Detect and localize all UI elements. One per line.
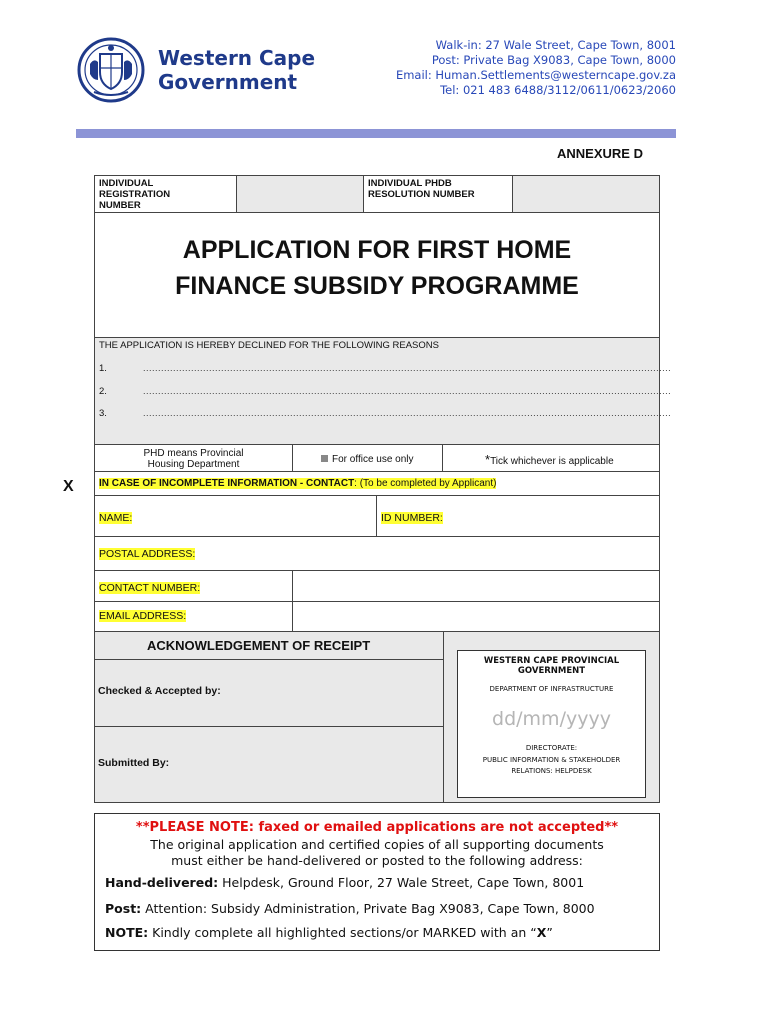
contact-walkin: Walk-in: 27 Wale Street, Cape Town, 8001 xyxy=(435,38,676,52)
tick-instruction-cell xyxy=(442,444,660,472)
org-name-line1: Western Cape xyxy=(158,46,316,70)
reason-3-number: 3. xyxy=(99,408,107,419)
stamp-directorate-line2: RELATIONS: HELPDESK xyxy=(511,767,592,775)
note-line xyxy=(105,925,553,940)
email-address-label: EMAIL ADDRESS: xyxy=(99,610,187,622)
note-end: ” xyxy=(546,925,553,940)
email-address-label-cell xyxy=(94,601,293,632)
reason-1-number: 1. xyxy=(99,363,107,374)
acknowledgement-title: ACKNOWLEDGEMENT OF RECEIPT xyxy=(147,638,371,653)
submission-intro-line1: The original application and certified copies of all supporting documents xyxy=(150,837,604,852)
tick-instruction: Tick whichever is applicable xyxy=(490,456,614,467)
office-use-label: For office use only xyxy=(332,454,414,465)
name-field[interactable] xyxy=(94,495,377,537)
postal-address-field[interactable] xyxy=(94,536,660,571)
id-number-field[interactable] xyxy=(376,495,660,537)
stamp-department: DEPARTMENT OF INFRASTRUCTURE xyxy=(489,685,614,693)
note-x: X xyxy=(536,925,547,940)
hand-delivered-label: Hand-delivered: xyxy=(105,875,219,890)
contact-number-label: CONTACT NUMBER: xyxy=(99,582,201,594)
contact-number-field[interactable] xyxy=(292,570,660,602)
reason-2-number: 2. xyxy=(99,386,107,397)
contact-number-label-cell xyxy=(94,570,293,602)
declined-heading: THE APPLICATION IS HEREBY DECLINED FOR THE FOLLOWING REASONS xyxy=(99,340,439,351)
organization-name xyxy=(158,46,315,94)
submission-intro xyxy=(95,837,659,869)
phd-definition-line2: Housing Department xyxy=(147,459,240,470)
annexure-label: ANNEXURE D xyxy=(557,146,643,161)
incomplete-info-label xyxy=(99,478,496,489)
incomplete-info-bold: IN CASE OF INCOMPLETE INFORMATION - CONTACT xyxy=(99,478,355,489)
postal-address-label: POSTAL ADDRESS: xyxy=(99,548,196,560)
contact-post: Post: Private Bag X9083, Cape Town, 8000 xyxy=(431,53,676,67)
tick-asterisk: * xyxy=(485,452,491,467)
phdb-number-field[interactable] xyxy=(512,175,660,213)
checked-accepted-row[interactable] xyxy=(95,659,443,727)
title-box xyxy=(94,212,660,338)
registration-number-label-cell xyxy=(94,175,237,213)
contact-tel: Tel: 021 483 6488/3112/0611/0623/2060 xyxy=(440,83,676,97)
name-label: NAME: xyxy=(99,512,133,524)
phdb-number-label-cell xyxy=(363,175,513,213)
contact-email: Email: Human.Settlements@westerncape.gov.za xyxy=(395,68,676,82)
note-text: Kindly complete all highlighted sections/or MARKED with an “ xyxy=(148,925,537,940)
note-label: NOTE: xyxy=(105,925,149,940)
header-divider xyxy=(76,129,676,138)
form-title-line2: FINANCE SUBSIDY PROGRAMME xyxy=(175,272,579,300)
checked-accepted-label: Checked & Accepted by: xyxy=(98,685,221,697)
acknowledgement-panel xyxy=(94,631,444,803)
post-label: Post: xyxy=(105,901,142,916)
post-line xyxy=(105,901,595,916)
registration-number-field[interactable] xyxy=(236,175,364,213)
incomplete-info-row xyxy=(94,471,660,496)
org-name-line2: Government xyxy=(158,70,298,94)
reason-3-line[interactable]: ................................................................................................................................................................................ xyxy=(143,408,672,418)
reason-1-line[interactable]: ................................................................................................................................................................................ xyxy=(143,363,672,373)
submitted-by-label: Submitted By: xyxy=(98,757,170,769)
stamp-directorate: DIRECTORATE: xyxy=(525,744,578,752)
email-address-field[interactable] xyxy=(292,601,660,632)
submission-note-box xyxy=(94,813,660,951)
warning-text: **PLEASE NOTE: faxed or emailed applications are not accepted** xyxy=(135,820,619,835)
stamp-line2: GOVERNMENT xyxy=(517,666,586,676)
id-number-label: ID NUMBER: xyxy=(381,512,443,524)
reason-2-line[interactable]: ................................................................................................................................................................................ xyxy=(143,386,672,396)
x-mark: X xyxy=(63,478,74,495)
post-address: Attention: Subsidy Administration, Private Bag X9083, Cape Town, 8000 xyxy=(141,901,595,916)
stamp-line1: WESTERN CAPE PROVINCIAL xyxy=(483,656,620,666)
phd-definition-cell xyxy=(94,444,293,472)
incomplete-info-rest: : (To be completed by Applicant) xyxy=(354,478,497,489)
hand-delivered-address: Helpdesk, Ground Floor, 27 Wale Street, Cape Town, 8001 xyxy=(218,875,585,890)
stamp-directorate-line1: PUBLIC INFORMATION & STAKEHOLDER xyxy=(482,756,621,764)
contact-block xyxy=(396,38,676,98)
official-stamp xyxy=(457,650,646,798)
coat-of-arms-logo xyxy=(76,36,146,104)
grey-square-icon xyxy=(321,455,328,462)
office-use-cell xyxy=(292,444,443,472)
hand-delivered-line xyxy=(105,875,584,890)
submission-intro-line2: must either be hand-delivered or posted to the following address: xyxy=(171,853,583,868)
phdb-number-label: INDIVIDUAL PHDB RESOLUTION NUMBER xyxy=(368,178,475,200)
registration-number-label: INDIVIDUAL REGISTRATION NUMBER xyxy=(99,178,171,211)
form-title-line1: APPLICATION FOR FIRST HOME xyxy=(182,236,572,264)
declined-reasons-box xyxy=(94,337,672,445)
phd-definition-line1: PHD means Provincial xyxy=(143,448,244,459)
stamp-date-field[interactable]: dd/mm/yyyy xyxy=(492,708,611,730)
